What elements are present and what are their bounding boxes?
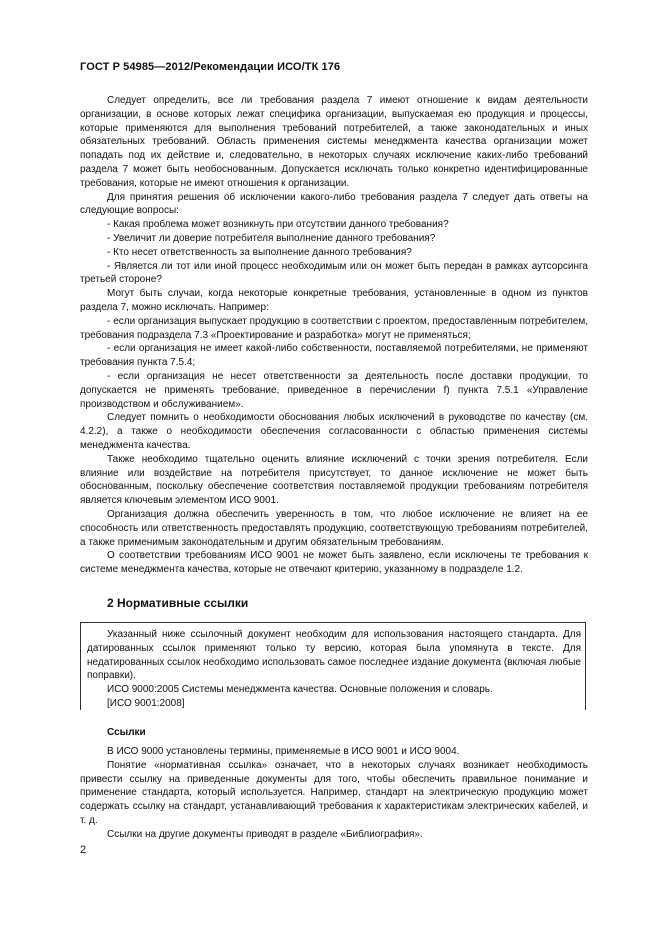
question-item: - Какая проблема может возникнуть при отсутствии данного требования? <box>107 219 449 231</box>
paragraph: О соответствии требованиям ИСО 9001 не может быть заявлено, если исключены те требования к системе менеджмента качества, которые не отвечают критерию, указанному в подразделе 1.2. <box>80 550 588 576</box>
paragraph: Понятие «нормативная ссылка» означает, что в некоторых случаях возникает необходимость привести ссылку на приведенные документы для того, чтобы обеспечить правильное понимание и применение стандарта, который используется. Например, стандарт на электрическую продукцию может содержать ссылку на стандарт, устанавливающий требования к характеристикам электрических кабелей, и т. д. <box>80 759 588 826</box>
reference-entry: ИСО 9000:2005 Системы менеджмента качества. Основные положения и словарь. <box>107 684 493 696</box>
section-heading: 2 Нормативные ссылки <box>107 596 249 610</box>
example-item: - если организация не имеет какой-либо собственности, поставляемой потребителями, не применяют требования пункта 7.5.4; <box>80 343 588 369</box>
example-item: - если организация выпускает продукцию в соответствии с проектом, предоставленным потребителем, требования подраздела 7.3 «Проектирование и разработка» могут не применяться; <box>80 315 588 341</box>
running-header: ГОСТ Р 54985—2012/Рекомендации ИСО/ТК 176 <box>80 61 341 73</box>
reference-source: [ИСО 9001:2008] <box>107 697 185 709</box>
subsection-heading: Ссылки <box>107 727 146 738</box>
paragraph: В ИСО 9000 установлены термины, применяемые в ИСО 9001 и ИСО 9004. <box>107 746 460 757</box>
paragraph: Организация должна обеспечить уверенность в том, что любое исключение не влияет на ее способность или ответственность предоставлять продукцию, соответствующую требованиям потребителей, а также применимым законодательным и другим обязательным требованиям. <box>80 508 588 548</box>
question-item: - Кто несет ответственность за выполнение данного требования? <box>107 246 412 258</box>
paragraph: Ссылки на другие документы приводят в разделе «Библиография». <box>107 828 423 840</box>
question-item: - Является ли тот или иной процесс необходимым или он может быть передан в рамках аутсорсинга третьей стороне? <box>80 260 588 286</box>
paragraph: Следует помнить о необходимости обоснования любых исключений в руководстве по качеству (см. 4.2.2), а также о необходимости обеспечения согласованности с областью применения системы менеджмента качества. <box>80 412 588 451</box>
intro-text <box>80 94 588 577</box>
paragraph: Также необходимо тщательно оценить влияние исключений с точки зрения потребителя. Если влияние или воздействие на потребителя присутствует, то данное исключение не может быть обоснованным, поскольку обеспечение соответствия поставляемой продукции требованиям потребителя является ключевым элементом ИСО 9001. <box>80 453 588 507</box>
paragraph: Следует определить, все ли требования раздела 7 имеют отношение к видам деятельности организации, в основе которых лежат специфика организации, выпускаемая ею продукция и процессы, которые применяются для выполнения требований потребителей, а также законодательных и иных обязательных требований. Область применения системы менеджмента качества организации может попадать под их действие и, следовательно, в некоторых случаях исключение каких-либо требований раздела 7 может быть необоснованным. Допускается исключать только конкретно идентифицированные требования, которые не имеют отношения к организации. <box>80 95 588 189</box>
page-number: 2 <box>80 844 87 856</box>
example-item: - если организация не несет ответственности за деятельность после доставки продукции, то допускается не применять требование, приведенное в перечислении f) пункта 7.5.1 «Управление производством и обслуживанием». <box>80 370 588 410</box>
normative-reference-box <box>80 622 586 710</box>
paragraph: Могут быть случаи, когда некоторые конкретные требования, установленные в одном из пунктов раздела 7, можно исключать. Например: <box>80 288 588 313</box>
references-text <box>80 745 588 842</box>
paragraph: Для принятия решения об исключении какого-либо требования раздела 7 следует дать ответы на следующие вопросы: <box>80 191 588 217</box>
question-item: - Увеличит ли доверие потребителя выполнение данного требования? <box>107 232 436 244</box>
box-paragraph: Указанный ниже ссылочный документ необходим для использования настоящего стандарта. Для датированных ссылок применяют только ту версию, которая была упомянута в тексте. Для недатированных ссылок необходимо использовать самое последнее издание документа (включая любые поправки). <box>87 629 581 682</box>
